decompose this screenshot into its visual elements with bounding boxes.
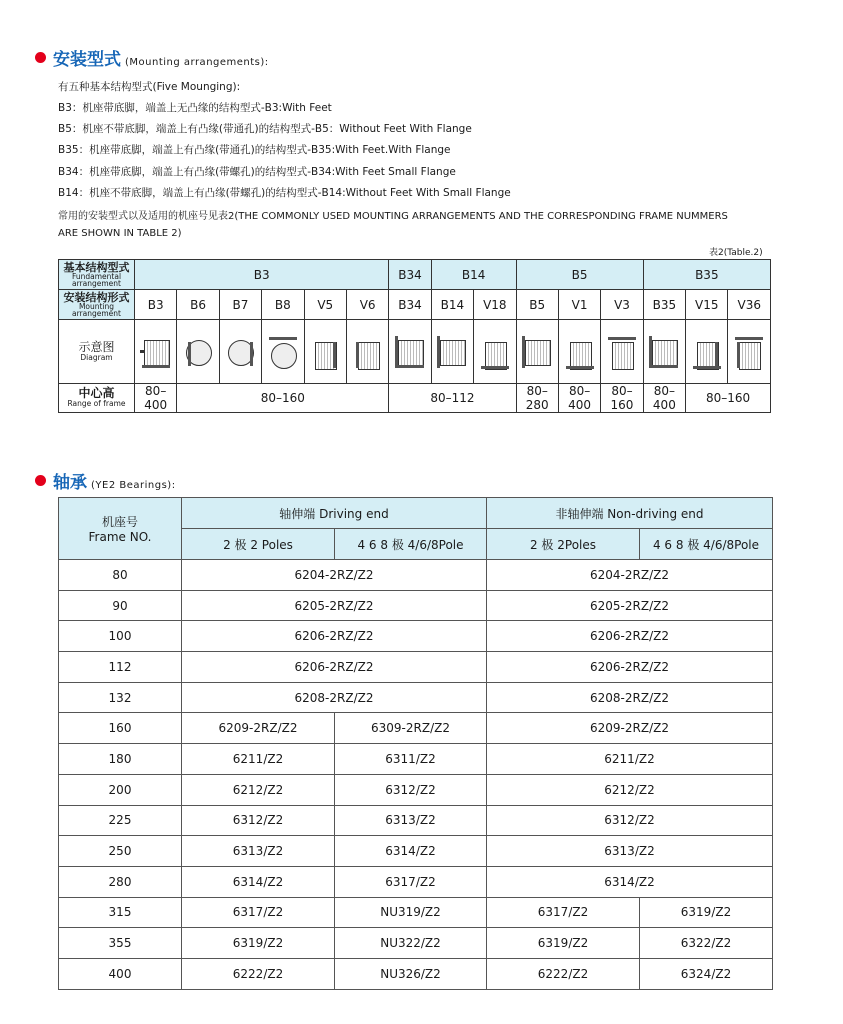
table-row (59, 621, 773, 652)
frame-no-cell: 132 (59, 682, 182, 713)
driving-end-bearing: 6205-2RZ/Z2 (182, 590, 487, 621)
range-v3: 80–160 (601, 384, 643, 413)
motor-v6-icon (346, 320, 388, 384)
non-driving-end-bearing: 6209-2RZ/Z2 (487, 713, 773, 744)
non-driving-end-header: 非轴伸端 Non-driving end (487, 498, 773, 529)
range-v15-v36: 80–160 (686, 384, 771, 413)
non-driving-end-bearing: 6206-2RZ/Z2 (487, 652, 773, 683)
frame-no-cell: 160 (59, 713, 182, 744)
nde-2pole-header: 2 极 2Poles (487, 529, 640, 560)
title-en: (Mounting arrangements): (125, 57, 269, 68)
motor-v1-icon (558, 320, 600, 384)
mount-b7: B7 (219, 290, 261, 320)
de-2pole-bearing: 6211/Z2 (182, 744, 335, 775)
nde-468pole-bearing: 6319/Z2 (640, 897, 773, 928)
non-driving-end-bearing: 6204-2RZ/Z2 (487, 560, 773, 591)
bearings-table (58, 497, 773, 990)
intro-line-7: 常用的安装型式以及适用的机座号见表2(THE COMMONLY USED MOUNTING ARRANGEMENTS AND THE CORRESPONDING FRAME NUMMERS (58, 211, 728, 222)
motor-b6-icon (177, 320, 219, 384)
frame-no-cell: 250 (59, 836, 182, 867)
fund-b3: B3 (135, 260, 389, 290)
non-driving-end-bearing: 6206-2RZ/Z2 (487, 621, 773, 652)
range-b5: 80–280 (516, 384, 558, 413)
motor-v18-icon (474, 320, 516, 384)
table-row (59, 713, 773, 744)
mount-v3: V3 (601, 290, 643, 320)
non-driving-end-bearing: 6313/Z2 (487, 836, 773, 867)
table-caption: 表2(Table.2) (709, 248, 763, 258)
nde-468pole-header: 4 6 8 极 4/6/8Pole (640, 529, 773, 560)
intro-line-2: B3：机座带底脚，端盖上无凸缘的结构型式-B3:With Feet (58, 102, 332, 114)
frame-no-cell: 80 (59, 560, 182, 591)
motor-v15-icon (686, 320, 728, 384)
mount-v5: V5 (304, 290, 346, 320)
motor-b34-icon (389, 320, 431, 384)
range-b6-v6: 80–160 (177, 384, 389, 413)
de-2pole-bearing: 6222/Z2 (182, 958, 335, 989)
de-468pole-bearing: 6313/Z2 (335, 805, 487, 836)
table-row (59, 560, 773, 591)
de-2pole-bearing: 6212/Z2 (182, 774, 335, 805)
mount-v6: V6 (346, 290, 388, 320)
de-468pole-bearing: 6314/Z2 (335, 836, 487, 867)
mounting-label: 安装结构形式 Mounting arrangement (59, 290, 135, 320)
de-468pole-bearing: NU322/Z2 (335, 928, 487, 959)
intro-line-8: ARE SHOWN IN TABLE 2) (58, 228, 182, 239)
title-zh: 轴承 (53, 473, 87, 493)
fund-b34: B34 (389, 260, 431, 290)
table-row (59, 682, 773, 713)
section-bullet (35, 52, 46, 63)
driving-end-bearing: 6204-2RZ/Z2 (182, 560, 487, 591)
intro-line-4: B35：机座带底脚，端盖上有凸缘(带通孔)的结构型式-B35:With Feet.With Flange (58, 144, 451, 156)
mount-v18: V18 (474, 290, 516, 320)
nde-468pole-bearing: 6322/Z2 (640, 928, 773, 959)
range-row (59, 384, 771, 413)
de-468pole-bearing: NU319/Z2 (335, 897, 487, 928)
non-driving-end-bearing: 6312/Z2 (487, 805, 773, 836)
nde-468pole-bearing: 6324/Z2 (640, 958, 773, 989)
table-row (59, 958, 773, 989)
range-b3: 80–400 (135, 384, 177, 413)
non-driving-end-bearing: 6208-2RZ/Z2 (487, 682, 773, 713)
de-468pole-bearing: 6317/Z2 (335, 866, 487, 897)
intro-line-1: 有五种基本结构型式(Five Mounging): (58, 81, 241, 93)
nde-2pole-bearing: 6222/Z2 (487, 958, 640, 989)
nde-2pole-bearing: 6317/Z2 (487, 897, 640, 928)
de-2pole-bearing: 6312/Z2 (182, 805, 335, 836)
frame-no-cell: 355 (59, 928, 182, 959)
motor-v36-icon (728, 320, 771, 384)
mount-b8: B8 (262, 290, 304, 320)
de-468pole-header: 4 6 8 极 4/6/8Pole (335, 529, 487, 560)
non-driving-end-bearing: 6211/Z2 (487, 744, 773, 775)
frame-no-header: 机座号 Frame NO. (59, 498, 182, 560)
table-row (59, 590, 773, 621)
de-468pole-bearing: NU326/Z2 (335, 958, 487, 989)
mount-v1: V1 (558, 290, 600, 320)
diagram-label: 示意图 Diagram (59, 320, 135, 384)
frame-no-cell: 400 (59, 958, 182, 989)
section-title-mounting (53, 45, 269, 70)
de-468pole-bearing: 6312/Z2 (335, 774, 487, 805)
nde-2pole-bearing: 6319/Z2 (487, 928, 640, 959)
de-2pole-bearing: 6317/Z2 (182, 897, 335, 928)
de-2pole-bearing: 6313/Z2 (182, 836, 335, 867)
fund-b5: B5 (516, 260, 643, 290)
frame-no-cell: 100 (59, 621, 182, 652)
table-row (59, 836, 773, 867)
driving-end-header: 轴伸端 Driving end (182, 498, 487, 529)
mount-b34: B34 (389, 290, 431, 320)
range-b34-v18: 80–112 (389, 384, 516, 413)
mount-b3: B3 (135, 290, 177, 320)
table-row (59, 774, 773, 805)
de-2pole-bearing: 6319/Z2 (182, 928, 335, 959)
table-row (59, 897, 773, 928)
fundamental-label: 基本结构型式 Fundamental arrangement (59, 260, 135, 290)
range-v1: 80–400 (558, 384, 600, 413)
motor-b5-icon (516, 320, 558, 384)
intro-line-3: B5：机座不带底脚，端盖上有凸缘(带通孔)的结构型式-B5：Without Feet With Flange (58, 123, 472, 135)
table-row (59, 805, 773, 836)
mounting-table (58, 259, 771, 413)
frame-no-cell: 180 (59, 744, 182, 775)
driving-end-bearing: 6208-2RZ/Z2 (182, 682, 487, 713)
table-row (59, 928, 773, 959)
section-title-bearings (53, 468, 176, 493)
mount-b14: B14 (431, 290, 473, 320)
motor-v3-icon (601, 320, 643, 384)
intro-line-6: B14：机座不带底脚，端盖上有凸缘(带螺孔)的结构型式-B14:Without Feet With Small Flange (58, 187, 511, 199)
frame-no-cell: 225 (59, 805, 182, 836)
non-driving-end-bearing: 6314/Z2 (487, 866, 773, 897)
title-en: (YE2 Bearings): (91, 480, 176, 491)
non-driving-end-bearing: 6205-2RZ/Z2 (487, 590, 773, 621)
section-bullet (35, 475, 46, 486)
de-468pole-bearing: 6311/Z2 (335, 744, 487, 775)
mount-v15: V15 (686, 290, 728, 320)
table-row (59, 652, 773, 683)
de-468pole-bearing: 6309-2RZ/Z2 (335, 713, 487, 744)
motor-v5-icon (304, 320, 346, 384)
title-zh: 安装型式 (53, 50, 121, 70)
mount-v36: V36 (728, 290, 771, 320)
motor-b8-icon (262, 320, 304, 384)
de-2pole-bearing: 6209-2RZ/Z2 (182, 713, 335, 744)
mounting-row (59, 290, 771, 320)
frame-no-cell: 90 (59, 590, 182, 621)
de-2pole-header: 2 极 2 Poles (182, 529, 335, 560)
frame-no-cell: 112 (59, 652, 182, 683)
motor-b3-icon (135, 320, 177, 384)
fund-b14: B14 (431, 260, 516, 290)
mount-b6: B6 (177, 290, 219, 320)
motor-b35-icon (643, 320, 685, 384)
motor-b14-icon (431, 320, 473, 384)
range-b35: 80–400 (643, 384, 685, 413)
de-2pole-bearing: 6314/Z2 (182, 866, 335, 897)
mount-b35: B35 (643, 290, 685, 320)
driving-end-bearing: 6206-2RZ/Z2 (182, 652, 487, 683)
frame-no-cell: 280 (59, 866, 182, 897)
fund-b35: B35 (643, 260, 770, 290)
table-row (59, 744, 773, 775)
table-row (59, 866, 773, 897)
motor-b7-icon (219, 320, 261, 384)
frame-no-cell: 315 (59, 897, 182, 928)
driving-end-bearing: 6206-2RZ/Z2 (182, 621, 487, 652)
frame-no-cell: 200 (59, 774, 182, 805)
diagram-row (59, 320, 771, 384)
range-label: 中心高 Range of frame (59, 384, 135, 413)
non-driving-end-bearing: 6212/Z2 (487, 774, 773, 805)
mount-b5: B5 (516, 290, 558, 320)
intro-line-5: B34：机座带底脚，端盖上有凸缘(带螺孔)的结构型式-B34:With Feet Small Flange (58, 166, 456, 178)
